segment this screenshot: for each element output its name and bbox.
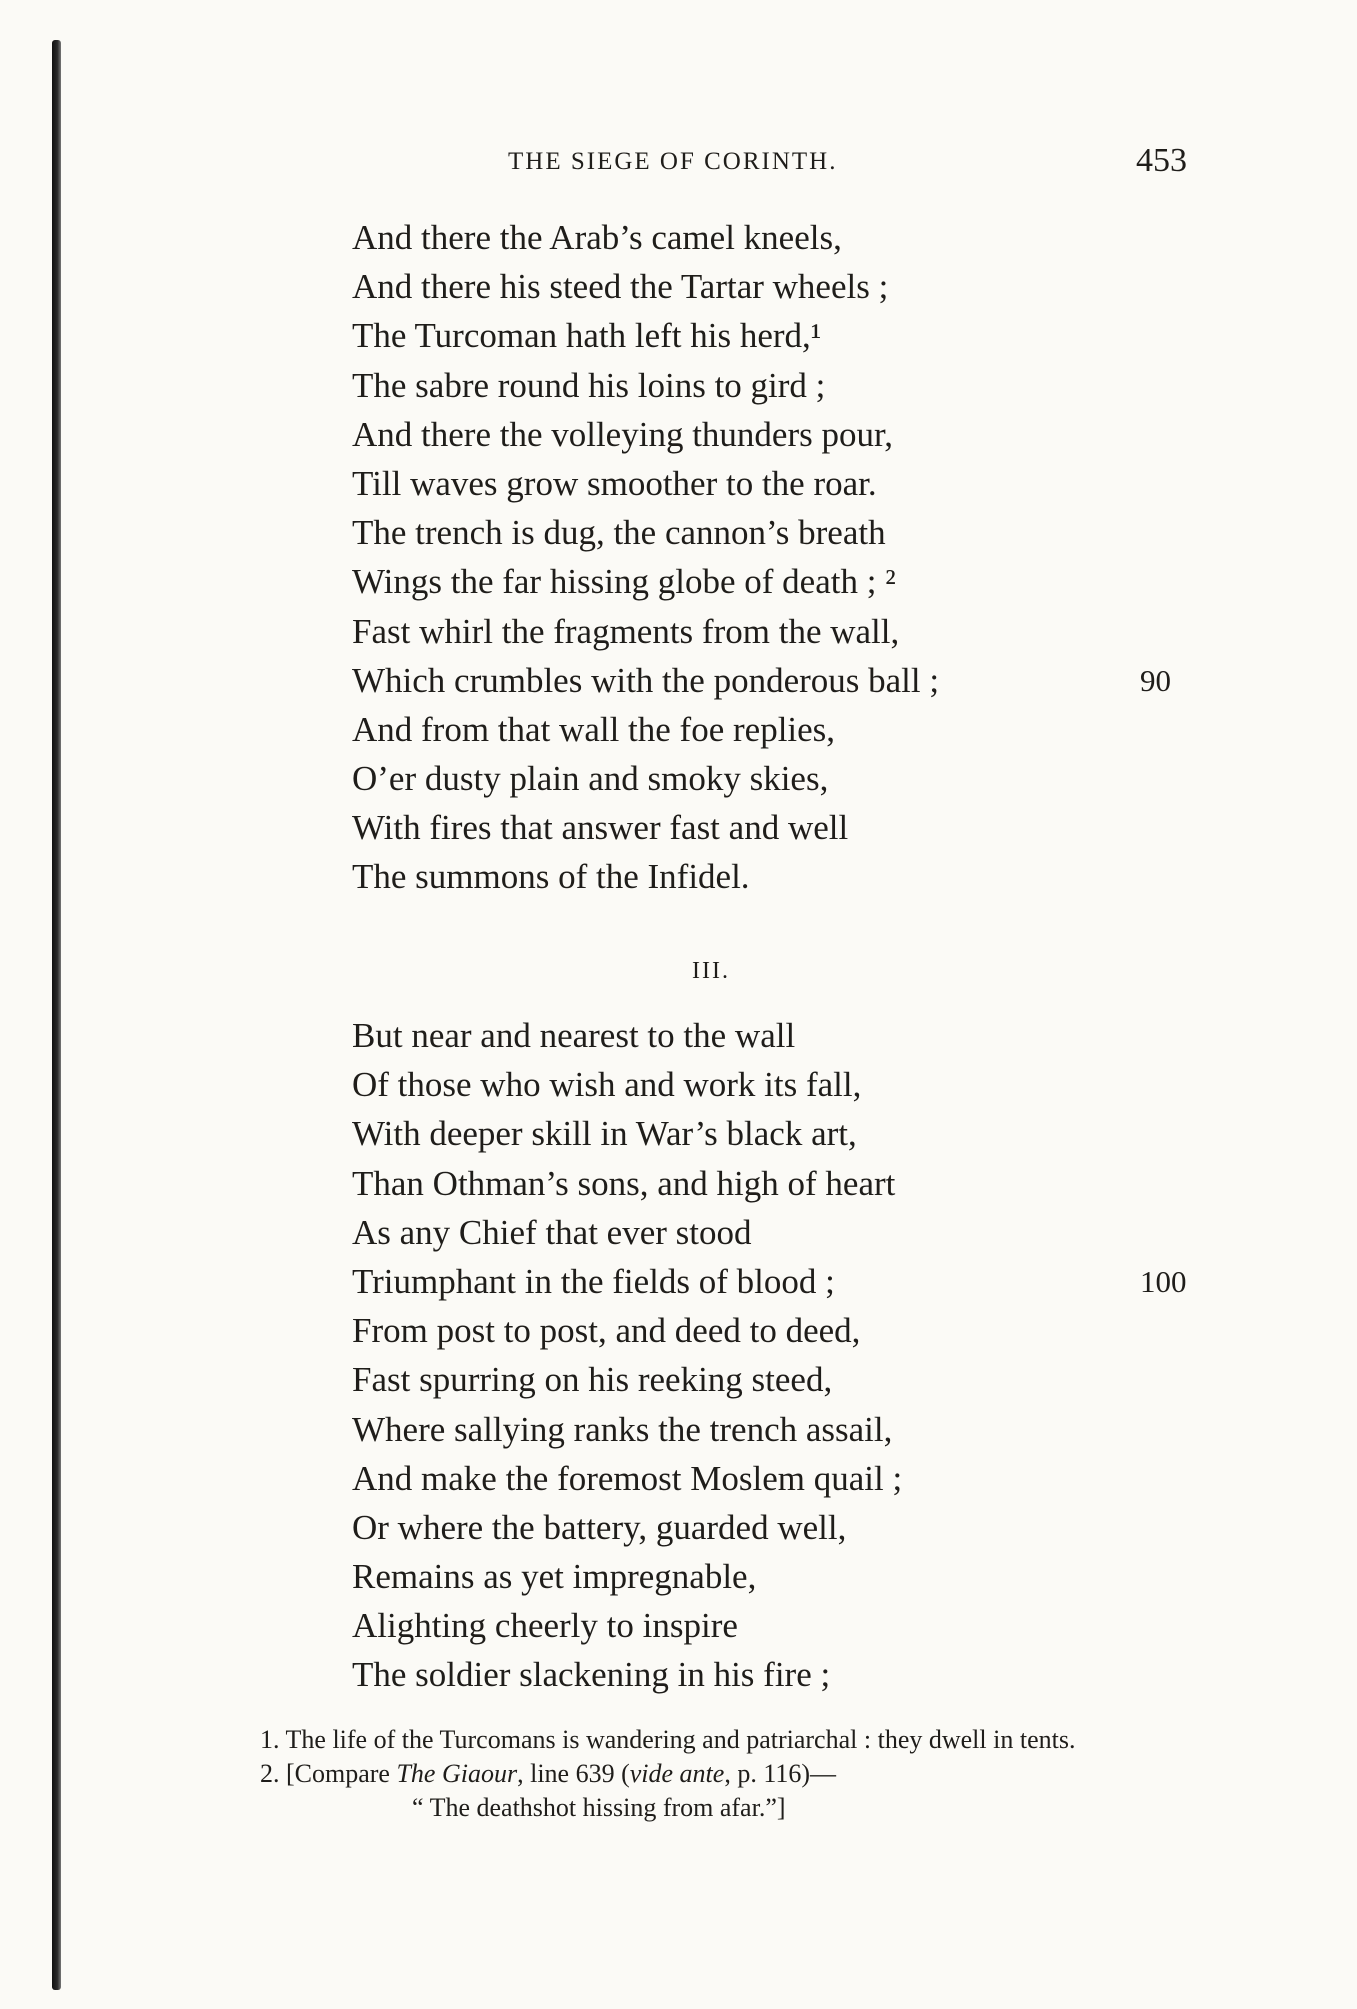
stanza-two [352,213,1192,902]
verse-line: With fires that answer fast and well [352,808,849,848]
verse-line: And make the foremost Moslem quail ; [352,1458,903,1498]
verse-line: As any Chief that ever stood [352,1212,752,1252]
footnote-1: 1. The life of the Turcomans is wandering and patriarchal : they dwell in tents. [260,1725,1076,1754]
footnote-2-quote: “ The deathshot hissing from afar.”] [412,1793,786,1822]
page-header [480,142,1187,182]
stanza-three [352,1011,1192,1700]
verse-line: Fast whirl the fragments from the wall, [352,611,900,651]
verse-line: The trench is dug, the cannon’s breath [352,513,886,553]
verse-line: But near and nearest to the wall [352,1016,796,1055]
footnotes [222,1723,1182,1825]
verse-line: Remains as yet impregnable, [352,1557,757,1597]
verse-line: Where sallying ranks the trench assail, [352,1409,893,1449]
line-number: 90 [1140,662,1171,698]
verse-line: Wings the far hissing globe of death ; ² [352,562,896,602]
verse-line: The soldier slackening in his fire ; [352,1655,831,1695]
verse-line: Or where the battery, guarded well, [352,1507,847,1547]
page-binding-edge [52,40,61,1990]
footnote-work-title: The Giaour [396,1759,518,1788]
verse-line: And there the Arab’s camel kneels, [352,218,842,257]
verse-line: Of those who wish and work its fall, [352,1065,862,1105]
section-number: III. [692,958,730,984]
verse-line: Till waves grow smoother to the roar. [352,463,877,503]
verse-line: Than Othman’s sons, and high of heart [352,1163,896,1203]
verse-line: With deeper skill in War’s black art, [352,1114,857,1154]
line-number: 100 [1140,1263,1187,1299]
verse-line: Triumphant in the fields of blood ; 100 [352,1257,1192,1306]
verse-line: And from that wall the foe replies, [352,709,836,749]
verse-line: The sabre round his loins to gird ; [352,365,826,405]
verse-line: Which crumbles with the ponderous ball ; 90 [352,656,1192,705]
verse-line: Fast spurring on his reeking steed, [352,1360,833,1400]
page-number: 453 [1136,142,1187,179]
footnote-2: 2. [Compare The Giaour, line 639 (vide ante, p. 116)— [260,1759,837,1788]
running-title: THE SIEGE OF CORINTH. [508,148,838,175]
verse-line: Alighting cheerly to inspire [352,1606,738,1646]
verse-line: The summons of the Infidel. [352,857,750,897]
verse-line: The Turcoman hath left his herd,¹ [352,316,822,356]
verse-line: From post to post, and deed to deed, [352,1311,861,1351]
verse-line: And there the volleying thunders pour, [352,414,893,454]
verse-line: O’er dusty plain and smoky skies, [352,759,829,799]
verse-line: And there his steed the Tartar wheels ; [352,267,889,307]
